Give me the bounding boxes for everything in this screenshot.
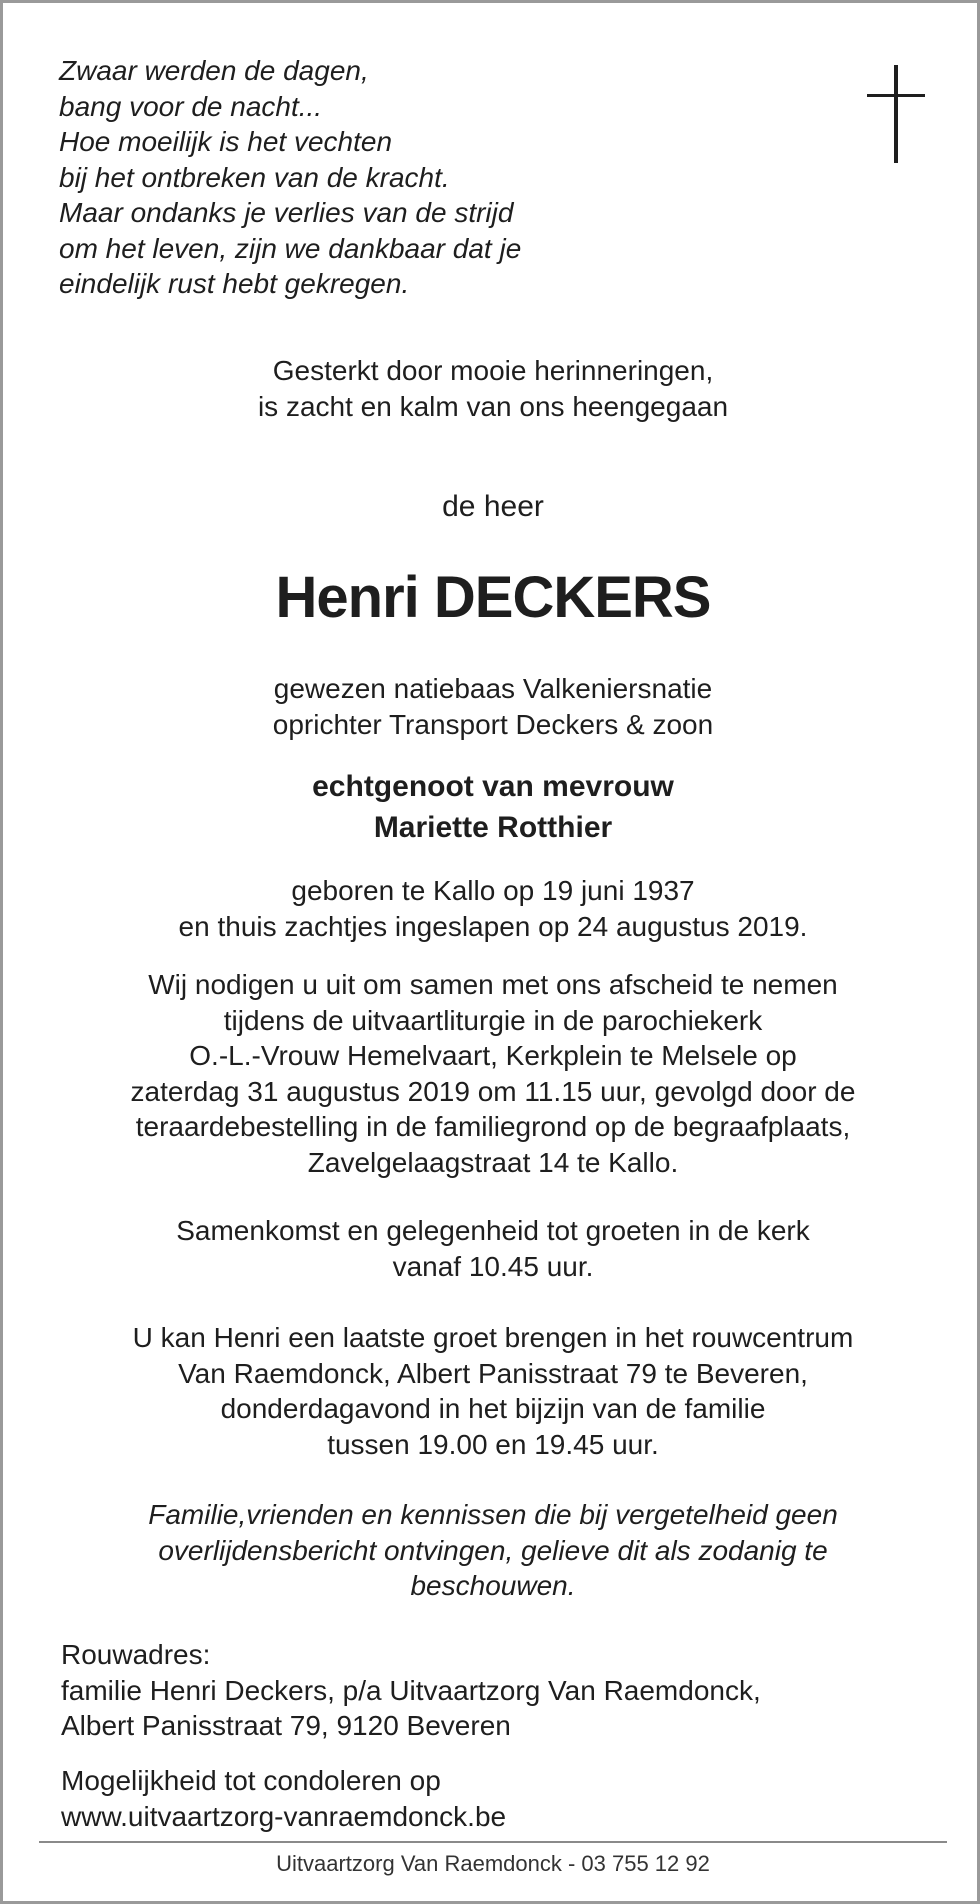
gathering-info xyxy=(43,1213,943,1284)
condolence-url[interactable]: www.uitvaartzorg-vanraemdonck.be xyxy=(61,1800,507,1832)
divider xyxy=(39,1841,947,1843)
visitation-line: tussen 19.00 en 19.45 uur. xyxy=(327,1428,659,1460)
gathering-line: vanaf 10.45 uur. xyxy=(392,1250,594,1282)
birth-line: geboren te Kallo op 19 juni 1937 xyxy=(291,875,695,906)
visitation-line: donderdagavond in het bijzijn van de familie xyxy=(220,1393,766,1424)
poem-line: Hoe moeilijk is het vechten xyxy=(59,126,393,157)
spouse-name: Mariette Rotthier xyxy=(373,811,613,844)
intro-line: is zacht en kalm van ons heengegaan xyxy=(257,390,729,422)
gathering-line: Samenkomst en gelegenheid tot groeten in de kerk xyxy=(176,1215,810,1246)
visitation-line: Van Raemdonck, Albert Panisstraat 79 te Beveren, xyxy=(178,1357,808,1389)
intro-line: Gesterkt door mooie herinneringen, xyxy=(272,355,714,386)
poem-line: Maar ondanks je verlies van de strijd xyxy=(59,197,514,228)
roles xyxy=(43,671,943,742)
ceremony-line: teraardebestelling in de familiegrond op de begraafplaats, xyxy=(135,1111,851,1142)
visitation-info xyxy=(43,1320,943,1462)
mourning-address xyxy=(61,1637,761,1744)
notice-line: Familie,vrienden en kennissen die bij vergetelheid geen xyxy=(148,1499,838,1530)
role-line: gewezen natiebaas Valkeniersnatie xyxy=(273,673,713,704)
title-prefix: de heer xyxy=(442,490,544,523)
cross-icon xyxy=(867,65,925,163)
notice xyxy=(43,1497,943,1604)
poem-line: bang voor de nacht... xyxy=(59,90,323,122)
deceased-name: Henri DECKERS xyxy=(275,565,711,630)
condolences xyxy=(61,1763,506,1834)
poem-line: om het leven, zijn we dankbaar dat je xyxy=(59,232,522,264)
poem-line: eindelijk rust hebt gekregen. xyxy=(59,268,410,299)
death-line: en thuis zachtjes ingeslapen op 24 augustus 2019. xyxy=(178,910,808,942)
footer-contact: Uitvaartzorg Van Raemdonck - 03 755 12 92 xyxy=(276,1851,710,1876)
spouse xyxy=(43,766,943,848)
address-line: familie Henri Deckers, p/a Uitvaartzorg Van Raemdonck, xyxy=(61,1674,761,1706)
dates xyxy=(43,873,943,944)
notice-line: overlijdensbericht ontvingen, gelieve dit als zodanig te xyxy=(158,1534,828,1566)
ceremony-line: Zavelgelaagstraat 14 te Kallo. xyxy=(307,1146,679,1178)
condolence-label: Mogelijkheid tot condoleren op xyxy=(61,1765,441,1796)
ceremony-line: tijdens de uitvaartliturgie in de parochiekerk xyxy=(223,1004,763,1036)
poem xyxy=(59,53,521,302)
poem-line: bij het ontbreken van de kracht. xyxy=(59,161,450,193)
ceremony-line: O.-L.-Vrouw Hemelvaart, Kerkplein te Melsele op xyxy=(189,1040,797,1071)
spouse-line: echtgenoot van mevrouw xyxy=(312,770,674,803)
address-line: Albert Panisstraat 79, 9120 Beveren xyxy=(61,1710,511,1741)
visitation-line: U kan Henri een laatste groet brengen in het rouwcentrum xyxy=(132,1322,854,1353)
notice-line: beschouwen. xyxy=(410,1570,576,1601)
intro-text xyxy=(43,353,943,424)
poem-line: Zwaar werden de dagen, xyxy=(59,55,369,86)
role-line: oprichter Transport Deckers & zoon xyxy=(272,708,714,740)
ceremony-info xyxy=(43,967,943,1180)
ceremony-line: Wij nodigen u uit om samen met ons afscheid te nemen xyxy=(148,969,838,1000)
ceremony-line: zaterdag 31 augustus 2019 om 11.15 uur, gevolgd door de xyxy=(130,1075,856,1107)
address-label: Rouwadres: xyxy=(61,1639,211,1670)
